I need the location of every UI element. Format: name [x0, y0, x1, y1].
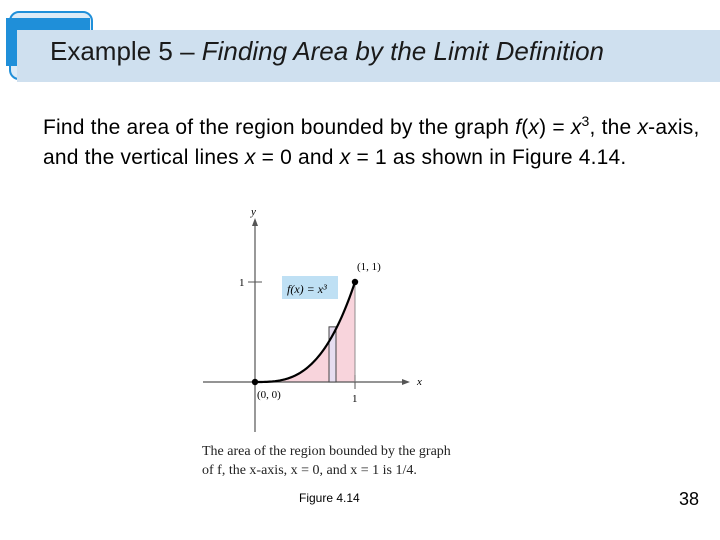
- title-italic: Finding Area by the Limit Definition: [201, 36, 604, 66]
- figure-label: Figure 4.14: [299, 491, 360, 505]
- y-axis-arrow: [252, 218, 258, 226]
- x-tick-label-1: 1: [352, 393, 358, 405]
- caption-line-2: of f, the x-axis, x = 0, and x = 1 is 1/4.: [202, 463, 417, 478]
- text-segment: ) =: [539, 116, 571, 139]
- point-end-label: (1, 1): [357, 261, 381, 273]
- caption-line-1: The area of the region bounded by the graph: [202, 444, 451, 459]
- exponent: 3: [581, 113, 590, 129]
- text-segment: Find the area of the region bounded by the graph: [43, 116, 516, 139]
- problem-text: [43, 113, 703, 173]
- point-end: [352, 279, 358, 285]
- y-axis-label: y: [251, 206, 256, 218]
- text-segment: -axis, and the vertical lines: [43, 116, 700, 169]
- function-label: f(x) = x³: [287, 282, 327, 296]
- text-segment: (: [521, 116, 529, 139]
- y-tick-label-1: 1: [239, 277, 245, 289]
- variable-x: x: [637, 116, 649, 139]
- variable-x: x: [528, 116, 540, 139]
- variable-x: x: [244, 146, 256, 169]
- text-segment: the: [595, 116, 638, 139]
- figure-caption: [202, 442, 482, 480]
- function-name: f: [515, 116, 522, 139]
- text-segment: = 1 as shown in Figure 4.14.: [350, 146, 627, 169]
- variable-x: x: [339, 146, 351, 169]
- slide-title: [50, 36, 604, 67]
- x-axis-arrow: [402, 379, 410, 385]
- x-axis-label: x: [417, 376, 422, 388]
- text-segment: ,: [589, 116, 596, 139]
- point-origin: [252, 379, 258, 385]
- title-prefix: Example 5 –: [50, 36, 202, 66]
- page-number: 38: [679, 489, 700, 509]
- variable-x: x: [570, 116, 582, 139]
- point-origin-label: (0, 0): [257, 389, 281, 401]
- text-segment: = 0 and: [255, 146, 340, 169]
